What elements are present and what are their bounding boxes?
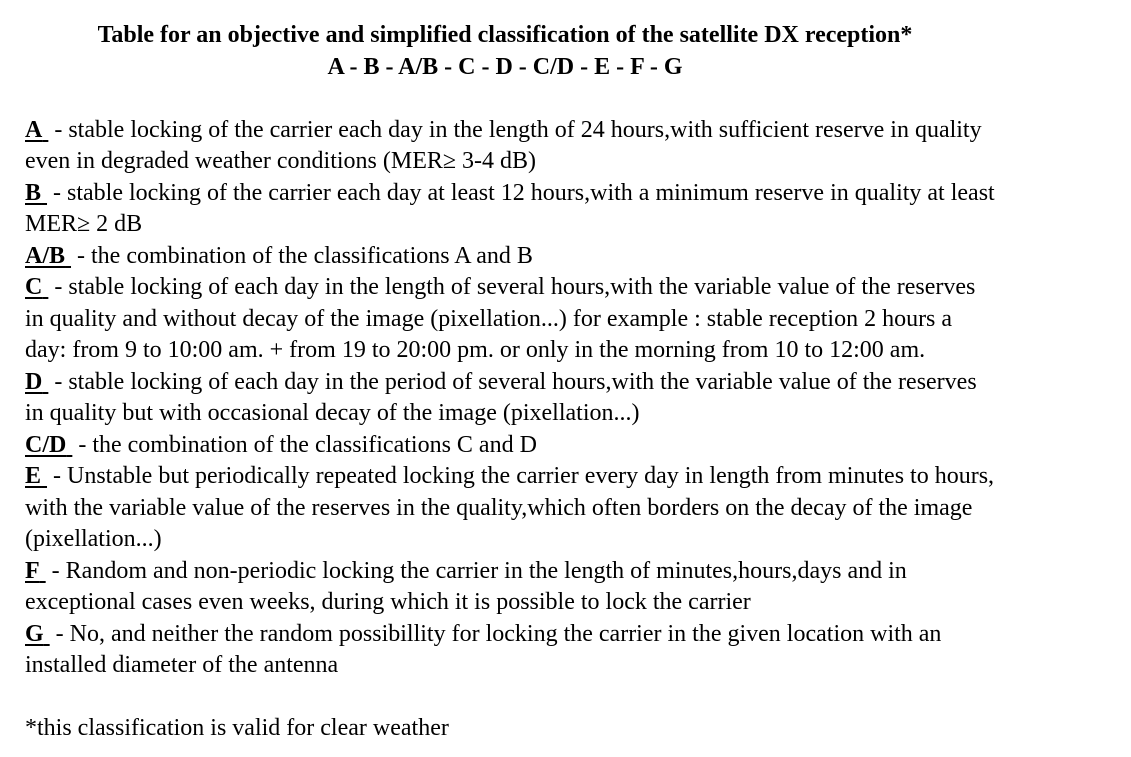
- classification-letter: C: [25, 274, 43, 300]
- classification-text: installed diameter of the antenna: [25, 652, 339, 678]
- classification-label: [25, 180, 47, 206]
- classification-line: [25, 650, 1113, 682]
- classification-letter: E: [25, 463, 42, 489]
- classification-line: [25, 430, 1113, 462]
- classification-line: [25, 524, 1113, 556]
- classification-entry-e: [25, 461, 1113, 556]
- classification-line: [25, 178, 1113, 210]
- classification-text: (pixellation...): [25, 526, 162, 552]
- classification-text: exceptional cases even weeks, during which it is possible to lock the carrier: [25, 589, 751, 615]
- classification-letter: C/D: [25, 431, 67, 458]
- classification-line: [25, 115, 1113, 147]
- classification-line: [25, 241, 1113, 273]
- classification-text: MER≥ 2 dB: [25, 211, 143, 237]
- classification-line: [25, 367, 1113, 399]
- classification-label: [25, 558, 46, 584]
- classification-text: even in degraded weather conditions (MER≥ 3-4 dB): [25, 148, 537, 174]
- footnote: *this classification is valid for clear weather: [25, 715, 449, 741]
- classification-text: - the combination of the classifications C and D: [78, 431, 537, 458]
- classification-line: [25, 272, 1113, 304]
- classification-entry-cd: [25, 430, 1113, 462]
- classification-label: [25, 463, 47, 489]
- classification-text: - the combination of the classifications A and B: [77, 242, 533, 269]
- classification-letter: A/B: [25, 242, 66, 269]
- classification-line: [25, 493, 1113, 525]
- classification-letter: G: [25, 620, 44, 647]
- classification-text: with the variable value of the reserves in the quality,which often borders on the decay of the image: [25, 494, 973, 521]
- classification-label: [25, 274, 48, 300]
- classification-label: [25, 243, 71, 269]
- classification-line: [25, 556, 1113, 588]
- classification-letter: F: [25, 557, 40, 584]
- classification-label: [25, 621, 50, 647]
- classification-entry-g: [25, 619, 1113, 682]
- classification-line: [25, 209, 1113, 241]
- document-title: Table for an objective and simplified classification of the satellite DX reception*: [97, 22, 913, 48]
- classification-text: in quality but with occasional decay of the image (pixellation...): [25, 400, 640, 426]
- classification-letter: A: [25, 116, 43, 143]
- classification-entry-ab: [25, 241, 1113, 273]
- classification-line: [25, 587, 1113, 619]
- classification-text: - Random and non-periodic locking the carrier in the length of minutes,hours,days and in: [51, 557, 907, 584]
- classification-label: [25, 432, 72, 458]
- classification-line: [25, 304, 1113, 336]
- classification-entry-f: [25, 556, 1113, 619]
- classification-text: - stable locking of the carrier each day in the length of 24 hours,with sufficient reserve in quality: [54, 116, 982, 143]
- classification-line: [25, 146, 1113, 178]
- classification-entry-a: [25, 115, 1113, 178]
- classification-line: [25, 619, 1113, 651]
- classification-text: - stable locking of each day in the length of several hours,with the variable value of the reserves: [54, 274, 976, 300]
- classification-entry-d: [25, 367, 1113, 430]
- classification-label: [25, 369, 48, 395]
- classification-scale: A - B - A/B - C - D - C/D - E - F - G: [327, 53, 683, 80]
- classification-text: day: from 9 to 10:00 am. + from 19 to 20:00 pm. or only in the morning from 10 to 12:00 am.: [25, 337, 926, 363]
- classification-line: [25, 398, 1113, 430]
- classification-letter: B: [25, 179, 42, 206]
- classification-text: - No, and neither the random possibillity for locking the carrier in the given location with an: [55, 620, 942, 647]
- classification-entry-b: [25, 178, 1113, 241]
- classification-letter: D: [25, 368, 43, 395]
- classification-line: [25, 335, 1113, 367]
- classification-label: [25, 117, 48, 143]
- classification-line: [25, 461, 1113, 493]
- classification-text: - Unstable but periodically repeated locking the carrier every day in length from minutes to hours,: [53, 463, 995, 489]
- classification-text: - stable locking of the carrier each day at least 12 hours,with a minimum reserve in quality at least: [53, 179, 995, 206]
- classification-text: - stable locking of each day in the period of several hours,with the variable value of the reserves: [54, 368, 977, 395]
- classification-entry-c: [25, 272, 1113, 367]
- classification-text: in quality and without decay of the image (pixellation...) for example : stable reception 2 hours a: [25, 305, 953, 332]
- document-heading: [25, 20, 985, 83]
